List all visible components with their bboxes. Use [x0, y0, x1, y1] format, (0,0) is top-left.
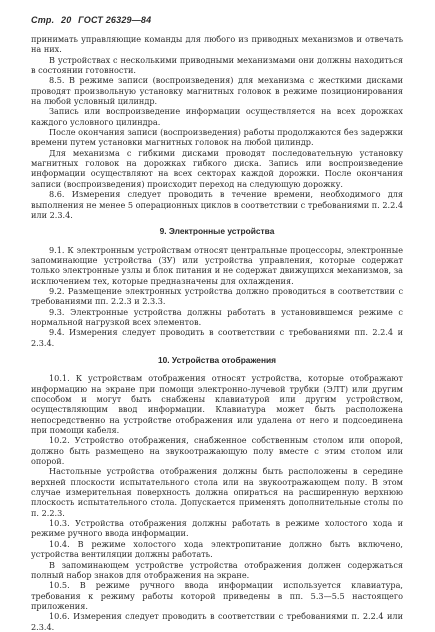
paragraph: Настольные устройства отображения должны быть расположены в середине верхней плоскости испытательного стола или на звукоотражающем полу. В этом случае измерительная поверхность должна опираться на расширенную верхнюю плоскость испытательного стола. Допускается применять дополнительные столы по п. 2.2.3. [31, 466, 403, 518]
paragraph: 9.4. Измерения следует проводить в соответствии с требованиями пп. 2.2.4 и 2.3.4. [31, 327, 403, 348]
paragraph: 8.5. В режиме записи (воспроизведения) для механизма с жесткими дисками проводят произвольную установку магнитных головок в режиме позиционирования на любой условный цилиндр. [31, 75, 403, 107]
paragraph: 9.1. К электронным устройствам относят центральные процессоры, электронные запоминающие устройства (ЗУ) или устройства управления, которые содержат только электронные узлы и блок питания и не содержат движущихся механизмов, за исключением тех, которые предназначены для охлаждения. [31, 244, 403, 286]
paragraph: принимать управляющие команды для любого из приводных механизмов и отвечать на них. [31, 34, 403, 55]
standard-code: ГОСТ 26329—84 [78, 15, 152, 25]
paragraph: 10.5. В режиме ручного ввода информации используется клавиатура, требования к режиму работы которой приведены в пп. 5.3—5.5 настоящего приложения. [31, 580, 403, 611]
paragraph: Для механизма с гибкими дисками проводят последовательную установку магнитных головок на дорожках гибкого диска. Запись или воспроизведение информации осуществляют на всех секторах каждой дорожки. После окончания записи (воспроизведения) происходит переход на следующую дорожку. [31, 147, 403, 189]
paragraph: В запоминающем устройстве устройства отображения должен содержаться полный набор знаков для отображения на экране. [31, 559, 403, 580]
paragraph: 9.2. Размещение электронных устройства должно проводиться в соответствии с требованиями пп. 2.2.3 и 2.3.3. [31, 285, 403, 307]
paragraph: В устройствах с несколькими приводными механизмами они должны находиться в состоянии готовности. [31, 54, 403, 76]
paragraph: 10.2. Устройство отображения, снабженное собственным столом или опорой, должно быть размещено на звукоотражающую полу вместе с этим столом или опорой. [31, 435, 403, 467]
paragraph: Запись или воспроизведение информации осуществляется на всех дорожках каждого условного цилиндра. [31, 106, 403, 127]
section-heading-9: 9. Электронные устройства [159, 226, 275, 237]
page-number: 20 [61, 15, 72, 25]
paragraph: После окончания записи (воспроизведения) работы продолжаются без задержки времени путем установки магнитных головок на любой цилиндр. [31, 127, 403, 148]
page-header [31, 14, 403, 26]
document-page [31, 14, 403, 632]
paragraph: 10.3. Устройства отображения должны работать в режиме холостого хода и режиме ручного ввода информации. [31, 518, 403, 539]
paragraph: 10.1. К устройствам отображения относят устройства, которые отображают информацию на экране при помощи электронно-лучевой трубки (ЭЛТ) или другим способом и могут быть снабжены клавиатурой или другим устройством, осуществляющим ввод информации. Клавиатура может быть расположена непосредственно на устройстве отображения или удалена от него и подсоединена при помощи кабеля. [31, 373, 403, 436]
page-label: Стр. [31, 15, 55, 25]
paragraph: 9.3. Электронные устройства должны работать в установившемся режиме с нормальной нагрузкой всех элементов. [31, 306, 403, 327]
paragraph: 10.4. В режиме холостого хода электропитание должно быть включено, устройства вентиляции должны работать. [31, 538, 403, 560]
paragraph: 10.6. Измерения следует проводить в соответствии с требованиями п. 2.2.4 или 2.3.4. [31, 611, 403, 632]
section-heading-10: 10. Устройства отображения [157, 354, 277, 365]
paragraph: 8.6. Измерения следует проводить в течение времени, необходимого для выполнения не менее 5 операционных циклов в соответствии с требованиями п. 2.2.4 или 2.3.4. [31, 189, 403, 220]
